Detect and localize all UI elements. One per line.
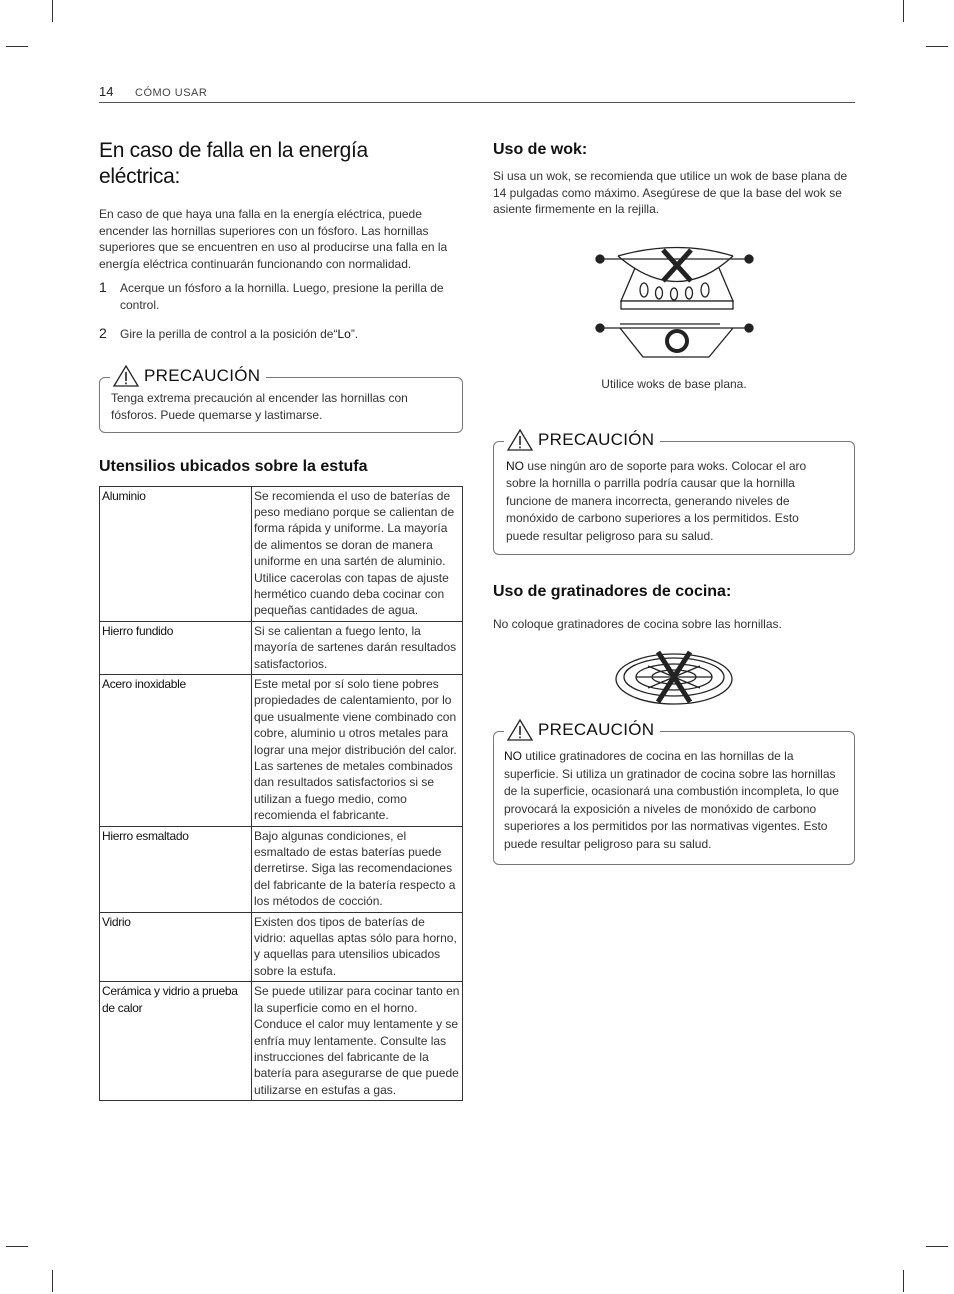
- step-text: Gire la perilla de control a la posición de“: [120, 327, 338, 341]
- griddle-illustration: [493, 648, 855, 708]
- step-number: 2: [99, 325, 107, 341]
- caution-emphasis-no: NO: [506, 458, 524, 473]
- round-wok-icon: [596, 247, 753, 309]
- warning-icon: [506, 428, 534, 452]
- step-number: 1: [99, 279, 107, 295]
- power-failure-title: En caso de falla en la energía eléctrica:: [99, 139, 368, 188]
- material-cell: Vidrio: [100, 912, 252, 982]
- table-row: [100, 486, 463, 621]
- crop-mark: [903, 1270, 904, 1292]
- step-1: [99, 280, 463, 313]
- description-cell: Bajo algunas condiciones, el esmaltado de estas baterías puede derretirse. Siga las recomendaciones del fabricante de la batería respecto a los métodos de cocción.: [252, 826, 463, 912]
- crop-mark: [926, 46, 948, 47]
- description-cell: Se recomienda el uso de baterías de peso mediano porque se calientan de forma rápida y uniforme. La mayoría de alimentos se doran de manera uniforme en una sartén de aluminio. Utilice cacerolas con tapas de ajuste hermético cuando deba cocinar con pequeñas cantidades de agua.: [252, 486, 463, 621]
- wok-title: Uso de wok:: [493, 141, 588, 158]
- griddle-caution-text: [494, 732, 854, 853]
- caution-body: utilice gratinadores de cocina en las hornillas de la superficie. Si utiliza un gratinador de cocina sobre las hornillas de la superficie, ocasionará una combustión incompleta, lo que provocará la exposición a niveles de monóxido de carbono superiores a los permitidos por las normativas vigentes. Esto puede resultar peligroso para su salud.: [504, 749, 839, 851]
- caution-label: PRECAUCIÓN: [538, 720, 655, 739]
- utensils-title: Utensilios ubicados sobre la estufa: [99, 457, 368, 475]
- table-row: [100, 826, 463, 912]
- description-cell: Este metal por sí solo tiene pobres propiedades de calentamiento, por lo que usualmente viene combinado con cobre, aluminio u otros metales para lograr una mejor distribución del calor. Las sartenes de metales combinados dan resultados satisfactorios si se utilizan a fuego medio, como recomienda el fabricante.: [252, 674, 463, 826]
- caution-text: Tenga extrema precaución al encender las hornillas con fósforos. Puede quemarse y lastimarse.: [111, 390, 408, 422]
- page-number: 14: [99, 84, 114, 99]
- table-row: [100, 621, 463, 674]
- material-cell: Acero inoxidable: [100, 674, 252, 826]
- caution-emphasis-no: NO: [504, 749, 522, 763]
- table-row: [100, 982, 463, 1101]
- page-header: [99, 82, 855, 103]
- crop-mark: [903, 0, 904, 22]
- material-cell: Cerámica y vidrio a prueba de calor: [100, 982, 252, 1101]
- warning-icon: [506, 718, 534, 742]
- step-text: Acerque un fósforo a la hornilla. Luego, presione la perilla de control.: [120, 281, 444, 312]
- power-failure-intro: En caso de que haya una falla en la energía eléctrica, puede encender las hornillas superiores con un fósforo. Las hornillas superiores que se encuentren en uso al producirse una falla en la energía eléctrica continuarán funcionando con normalidad.: [99, 207, 448, 271]
- material-cell: Hierro esmaltado: [100, 826, 252, 912]
- flat-wok-icon: [596, 324, 753, 357]
- utensils-table: [99, 486, 463, 1102]
- table-row: [100, 674, 463, 826]
- caution-legend: [504, 718, 660, 742]
- crop-mark: [6, 46, 28, 47]
- crop-mark: [52, 1270, 53, 1292]
- description-cell: Existen dos tipos de baterías de vidrio: aquellas aptas sólo para horno, y aquellas para utensilios ubicados sobre la estufa.: [252, 912, 463, 982]
- warning-icon: [112, 364, 140, 388]
- description-cell: Si se calientan a fuego lento, la mayoría de sartenes darán resultados satisfactorios.: [252, 621, 463, 674]
- wok-caution-box: [493, 429, 855, 555]
- griddle-title: Uso de gratinadores de cocina:: [493, 582, 732, 600]
- caution-legend: [110, 364, 266, 388]
- wok-illustration: [493, 245, 855, 380]
- description-cell: Se puede utilizar para cocinar tanto en la superficie como en el horno. Conduce el calor muy lentamente y se enfría muy lentamente. Consulte las instrucciones del fabricante de la batería para asegurarse de que puede utilizarse en estufas a gas.: [252, 982, 463, 1101]
- material-cell: Hierro fundido: [100, 621, 252, 674]
- crop-mark: [52, 0, 53, 22]
- caution-label: PRECAUCIÓN: [144, 365, 261, 385]
- caution-legend: [504, 428, 660, 452]
- wok-caption: Utilice woks de base plana.: [601, 376, 747, 391]
- griddle-text: No coloque gratinadores de cocina sobre las hornillas.: [493, 616, 782, 631]
- wok-caution-text: [494, 442, 854, 546]
- right-column: [493, 138, 855, 865]
- griddle-caution-box: [493, 720, 855, 865]
- caution-box-match: [99, 365, 463, 433]
- step-emphasis-lo: Lo: [337, 327, 351, 341]
- caution-body: use ningún aro de soporte para woks. Colocar el aro sobre la hornilla o parrilla podría causar que la hornilla funcione de manera incorrecta, generando niveles de monóxido de carbono superiores a los permitidos. Esto puede resultar peligroso para su salud.: [506, 458, 807, 543]
- material-cell: Aluminio: [100, 486, 252, 621]
- wok-text: Si usa un wok, se recomienda que utilice un wok de base plana de 14 pulgadas como máximo. Asegúrese de que la base del wok se asiente firmemente en la rejilla.: [493, 169, 848, 216]
- crop-mark: [6, 1246, 28, 1247]
- crop-mark: [926, 1246, 948, 1247]
- section-name: CÓMO USAR: [135, 87, 208, 99]
- power-failure-steps: [99, 280, 463, 343]
- griddle-icon: [616, 652, 732, 704]
- caution-label: PRECAUCIÓN: [538, 429, 655, 449]
- step-text-end: ”.: [350, 327, 359, 341]
- step-2: [99, 326, 463, 343]
- left-column: [99, 138, 463, 1101]
- table-row: [100, 912, 463, 982]
